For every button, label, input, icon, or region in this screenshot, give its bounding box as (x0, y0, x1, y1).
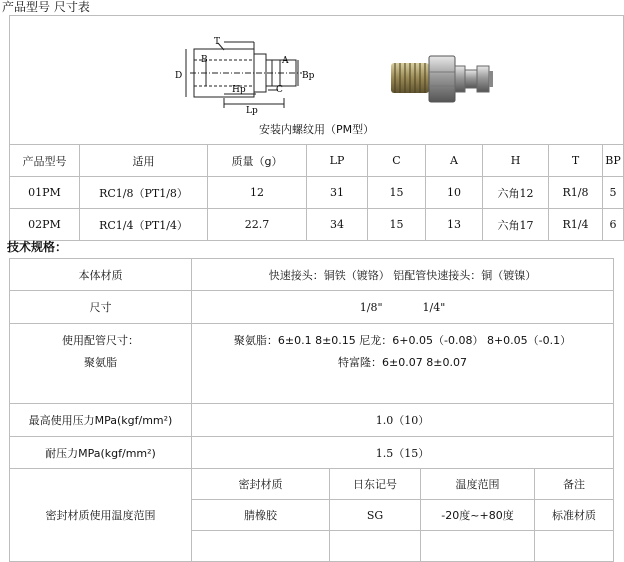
tech-label: 最高使用压力MPa(kgf/mm²) (10, 404, 192, 437)
col-header: T (549, 145, 603, 177)
product-photo (391, 56, 493, 102)
table-cell: 10 (426, 177, 483, 209)
seal-header: 备注 (535, 469, 614, 500)
dim-label-t: T (214, 37, 221, 47)
spec-table (9, 15, 624, 241)
table-cell: 31 (307, 177, 368, 209)
tech-label: 本体材质 (10, 259, 192, 291)
tech-label (10, 324, 192, 404)
tech-value: 1.0（10） (192, 404, 614, 437)
table-cell (421, 531, 535, 562)
seal-header: 密封材质 (192, 469, 330, 500)
table-cell: 6 (603, 209, 624, 241)
tech-spec-title: 技术规格： (7, 240, 68, 254)
table-cell: 15 (368, 177, 426, 209)
table-cell: 5 (603, 177, 624, 209)
seal-header: 日东记号 (330, 469, 421, 500)
dim-label-hp: Hp (232, 85, 246, 95)
seal-header: 温度范围 (421, 469, 535, 500)
table-cell: RC1/8（PT1/8） (80, 177, 208, 209)
col-header: LP (307, 145, 368, 177)
table-cell: 02PM (10, 209, 80, 241)
col-header: H (483, 145, 549, 177)
tech-row-proof-pressure (10, 437, 614, 469)
col-header: 质量（g） (208, 145, 307, 177)
tech-label: 密封材质使用温度范围 (10, 469, 192, 562)
spec-subtitle: 安装内螺纹用（PM型） (10, 113, 624, 145)
dim-label-b: B (201, 55, 208, 65)
col-header: C (368, 145, 426, 177)
table-cell (330, 531, 421, 562)
dim-label-lp: Lp (246, 106, 258, 116)
table-row (10, 177, 624, 209)
table-row (10, 209, 624, 241)
dim-label-bp: Bp (302, 71, 315, 81)
tech-value (192, 324, 614, 404)
spec-header-row (10, 145, 624, 177)
pipe-label: 使用配管尺寸： (62, 334, 139, 347)
tech-label: 耐压力MPa(kgf/mm²) (10, 437, 192, 469)
tech-value: 快速接头：铜铁（镀铬） 铝配管快速接头：铜（镀镍） (192, 259, 614, 291)
table-cell: 22.7 (208, 209, 307, 241)
size-value: 1/4" (422, 300, 446, 314)
section-drawing (186, 42, 302, 108)
table-cell: 六角12 (483, 177, 549, 209)
pipe-label-sub: 聚氨脂 (84, 356, 117, 369)
tech-row-size (10, 291, 614, 324)
tech-label: 尺寸 (10, 291, 192, 324)
drawing-cell (10, 16, 624, 114)
table-cell: SG (330, 500, 421, 531)
table-cell (192, 531, 330, 562)
table-cell: -20度~+80度 (421, 500, 535, 531)
table-cell: R1/4 (549, 209, 603, 241)
table-cell: 34 (307, 209, 368, 241)
col-header: 适用 (80, 145, 208, 177)
size-value: 1/8" (359, 300, 383, 314)
page-title: 产品型号 尺寸表 (2, 0, 90, 14)
tech-value: 1.5（15） (192, 437, 614, 469)
dim-label-d: D (175, 71, 183, 81)
pipe-line: 聚氨脂：6±0.1 8±0.15 尼龙：6+0.05（-0.08） 8+0.05（-0.1） (233, 334, 572, 347)
dim-label-a: A (282, 56, 289, 66)
table-cell: 六角17 (483, 209, 549, 241)
tech-value (192, 291, 614, 324)
pipe-line: 特富隆：6±0.07 8±0.07 (338, 356, 467, 369)
col-header: A (426, 145, 483, 177)
tech-row-pipe (10, 324, 614, 404)
tech-row-max-pressure (10, 404, 614, 437)
table-cell: R1/8 (549, 177, 603, 209)
dim-label-c: C (276, 85, 283, 95)
table-cell: 01PM (10, 177, 80, 209)
table-cell: 13 (426, 209, 483, 241)
col-header: BP (603, 145, 624, 177)
table-cell: RC1/4（PT1/4） (80, 209, 208, 241)
col-header: 产品型号 (10, 145, 80, 177)
table-cell: 标准材质 (535, 500, 614, 531)
seal-header-row (10, 469, 614, 500)
fitting-drawing (10, 16, 624, 116)
tech-spec-table (9, 258, 614, 562)
table-cell (535, 531, 614, 562)
table-cell: 12 (208, 177, 307, 209)
table-cell: 腈橡胶 (192, 500, 330, 531)
table-cell: 15 (368, 209, 426, 241)
tech-row-body-material (10, 259, 614, 291)
